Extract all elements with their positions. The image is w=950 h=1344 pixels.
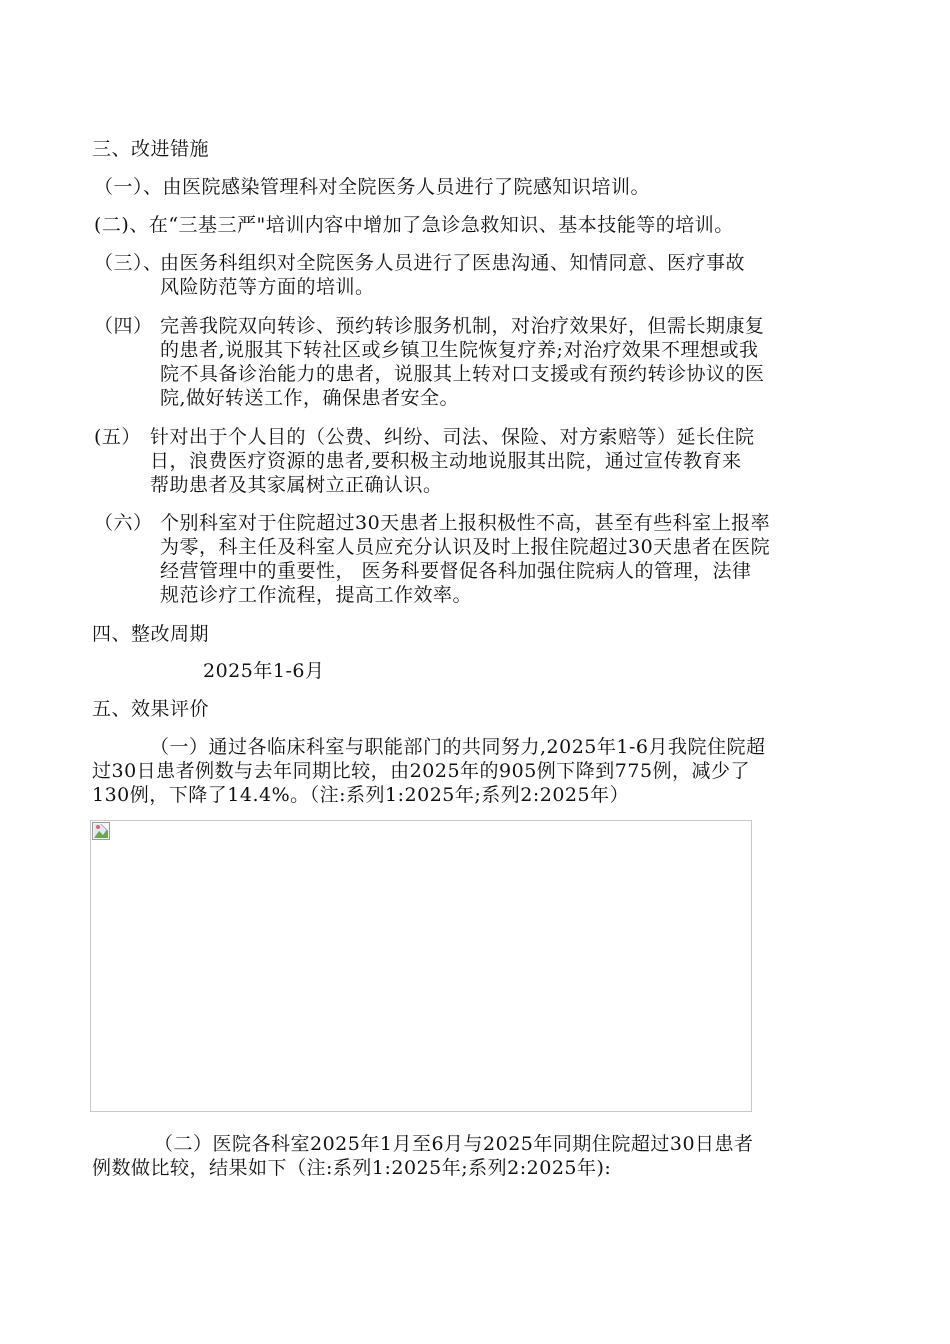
measure-item-3-label: （三）、 bbox=[94, 252, 163, 274]
rectification-period: 2025年1-6月 bbox=[203, 660, 325, 682]
text-line: 130例，下降了14.4%。（注:系列1:2025年;系列2:2025年） bbox=[92, 784, 630, 806]
measure-item-4-text bbox=[160, 314, 765, 410]
text-line: （一）通过各临床科室与职能部门的共同努力,2025年1-6月我院住院超 bbox=[150, 736, 766, 758]
evaluation-paragraph-2 bbox=[92, 1132, 862, 1180]
measure-item-5-label: (五） bbox=[94, 426, 141, 448]
text-line: 针对出于个人目的（公费、纠纷、司法、保险、对方索赔等）延长住院 bbox=[150, 426, 755, 448]
text-line: 规范诊疗工作流程，提高工作效率。 bbox=[160, 584, 473, 606]
text-line: 院不具备诊治能力的患者，说服其上转对口支援或有预约转诊协议的医 bbox=[160, 363, 765, 385]
text-line: 院,做好转送工作，确保患者安全。 bbox=[160, 387, 460, 409]
measure-item-4-label: （四） bbox=[94, 315, 153, 337]
text-line: 日，浪费医疗资源的患者,要积极主动地说服其出院，通过宣传教育来 bbox=[150, 450, 742, 472]
evaluation-paragraph-1 bbox=[92, 735, 862, 807]
measure-item-6-text bbox=[160, 511, 770, 607]
text-line: 过30日患者例数与去年同期比较，由2025年的905例下降到775例，减少了 bbox=[92, 760, 751, 782]
section5-heading: 五、效果评价 bbox=[92, 698, 210, 720]
text-line: 为零，科主任及科室人员应充分认识及时上报住院超过30天患者在医院 bbox=[160, 536, 771, 558]
section4-heading: 四、整改周期 bbox=[92, 623, 210, 645]
text-line: 帮助患者及其家属树立正确认识。 bbox=[150, 474, 443, 496]
measure-item-1: （一）、由医院感染管理科对全院医务人员进行了院感知识培训。 bbox=[94, 176, 651, 198]
text-line: 完善我院双向转诊、预约转诊服务机制，对治疗效果好，但需长期康复 bbox=[160, 315, 765, 337]
measure-item-6-label: （六） bbox=[94, 512, 153, 534]
measure-item-3-text bbox=[160, 251, 745, 299]
broken-image-icon bbox=[92, 822, 110, 840]
text-line: 由医务科组织对全院医务人员进行了医患沟通、知情同意、医疗事故 bbox=[160, 252, 746, 274]
text-line: 例数做比较，结果如下（注:系列1:2025年;系列2:2025年): bbox=[92, 1157, 612, 1179]
measure-item-2: (二)、在“三基三严"培训内容中增加了急诊急救知识、基本技能等的培训。 bbox=[94, 214, 734, 236]
text-line: 风险防范等方面的培训。 bbox=[160, 276, 375, 298]
text-line: 个别科室对于住院超过30天患者上报积极性不高，甚至有些科室上报率 bbox=[160, 512, 771, 534]
text-line: （二）医院各科室2025年1月至6月与2025年同期住院超过30日患者 bbox=[154, 1133, 754, 1155]
text-line: 经营管理中的重要性， 医务科要督促各科加强住院病人的管理，法律 bbox=[160, 560, 752, 582]
text-line: 的患者,说服其下转社区或乡镇卫生院恢复疗养;对治疗效果不理想或我 bbox=[160, 339, 759, 361]
chart-image-placeholder bbox=[90, 820, 752, 1112]
measure-item-5-text bbox=[150, 425, 755, 497]
section3-heading: 三、改进错施 bbox=[92, 138, 210, 160]
